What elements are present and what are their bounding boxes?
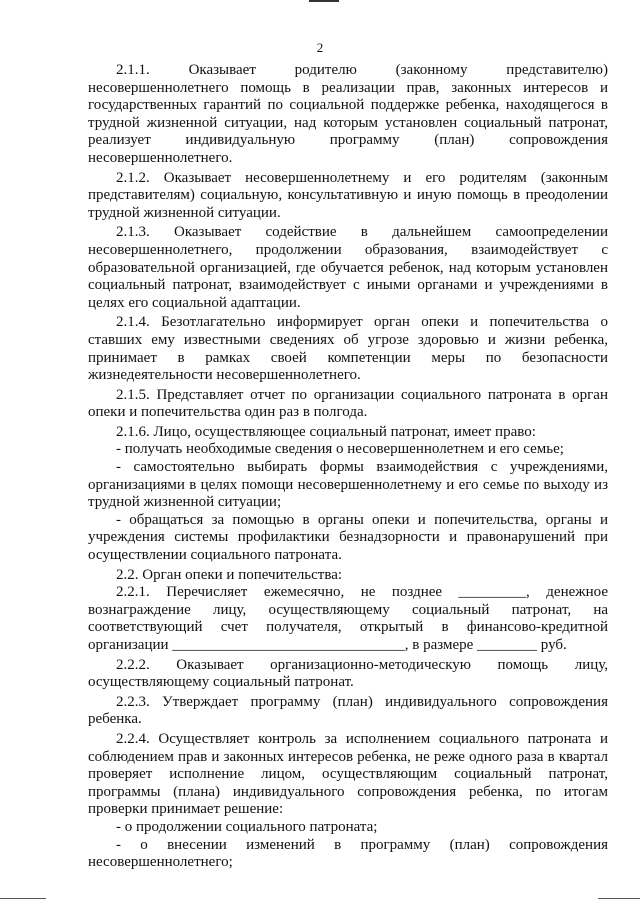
paragraph-2-1-1: 2.1.1. Оказывает родителю (законному представителю) несовершеннолетнего помощь в реализации прав, законных интересов и государственных гарантий по социальной поддержке ребенка, находящегося в трудной жизненной ситуации, над которым установлен социальный патронат, реализует индивидуальную программу (план) сопровождения несовершеннолетнего. bbox=[88, 62, 608, 166]
page-bottom-rule-left bbox=[0, 898, 46, 899]
paragraph-2-2-1: 2.2.1. Перечисляет ежемесячно, не позднее _________, денежное вознаграждение лицу, осуществляющему социальный патронат, на соответствующий счет получателя, открытый в финансово-кредитной организации _______________________________, в размере ________ руб. bbox=[88, 584, 608, 653]
list-item-decision-continue: - о продолжении социального патроната; bbox=[116, 818, 378, 835]
paragraph-2-2-3: 2.2.3. Утверждает программу (план) индивидуального сопровождения ребенка. bbox=[88, 693, 608, 728]
page-top-mark bbox=[309, 0, 339, 2]
paragraph-2-1-2: 2.1.2. Оказывает несовершеннолетнему и его родителям (законным представителям) социальную, консультативную и иную помощь в преодолении трудной жизненной ситуации. bbox=[88, 169, 608, 221]
list-item-right-forms: - самостоятельно выбирать формы взаимодействия с учреждениями, организациями в целях помощи несовершеннолетнему и его семье по выходу из трудной жизненной ситуации; bbox=[88, 459, 608, 511]
paragraph-2-1-3: 2.1.3. Оказывает содействие в дальнейшем самоопределении несовершеннолетнего, продолжении образования, взаимодействует с образовательной организацией, где обучается ребенок, над которым установлен социальный патронат, взаимодействует с иными органами и учреждениями в целях его социальной адаптации. bbox=[88, 224, 608, 311]
paragraph-2-2-2: 2.2.2. Оказывает организационно-методическую помощь лицу, осуществляющему социальный патронат. bbox=[88, 656, 608, 691]
paragraph-2-2-4: 2.2.4. Осуществляет контроль за исполнением социального патроната и соблюдением прав и законных интересов ребенка, не реже одного раза в квартал проверяет исполнение лицом, осуществляющим социальный патронат, программы (плана) индивидуального сопровождения ребенка, по итогам проверки принимает решение: bbox=[88, 730, 608, 818]
paragraph-2-1-5: 2.1.5. Представляет отчет по организации социального патроната в орган опеки и попечительства один раз в полгода. bbox=[88, 386, 608, 421]
paragraph-2-2: 2.2. Орган опеки и попечительства: bbox=[116, 566, 343, 583]
paragraph-2-1-4: 2.1.4. Безотлагательно информирует орган опеки и попечительства о ставших ему известными сведениях об угрозе здоровью и жизни ребенка, принимает в рамках своей компетенции меры по безопасности жизнедеятельности несовершеннолетнего. bbox=[88, 314, 608, 384]
list-item-right-help: - обращаться за помощью в органы опеки и попечительства, органы и учреждения системы профилактики безнадзорности и правонарушений при осуществлении социального патроната. bbox=[88, 511, 608, 564]
document-body bbox=[88, 62, 608, 872]
paragraph-2-1-6: 2.1.6. Лицо, осуществляющее социальный патронат, имеет право: bbox=[116, 423, 536, 440]
list-item-decision-amend: - о внесении изменений в программу (план) сопровождения несовершеннолетнего; bbox=[88, 836, 608, 871]
list-item-right-info: - получать необходимые сведения о несовершеннолетнем и его семье; bbox=[116, 441, 564, 458]
page-number: 2 bbox=[316, 40, 324, 55]
page-bottom-rule-right bbox=[598, 898, 640, 899]
